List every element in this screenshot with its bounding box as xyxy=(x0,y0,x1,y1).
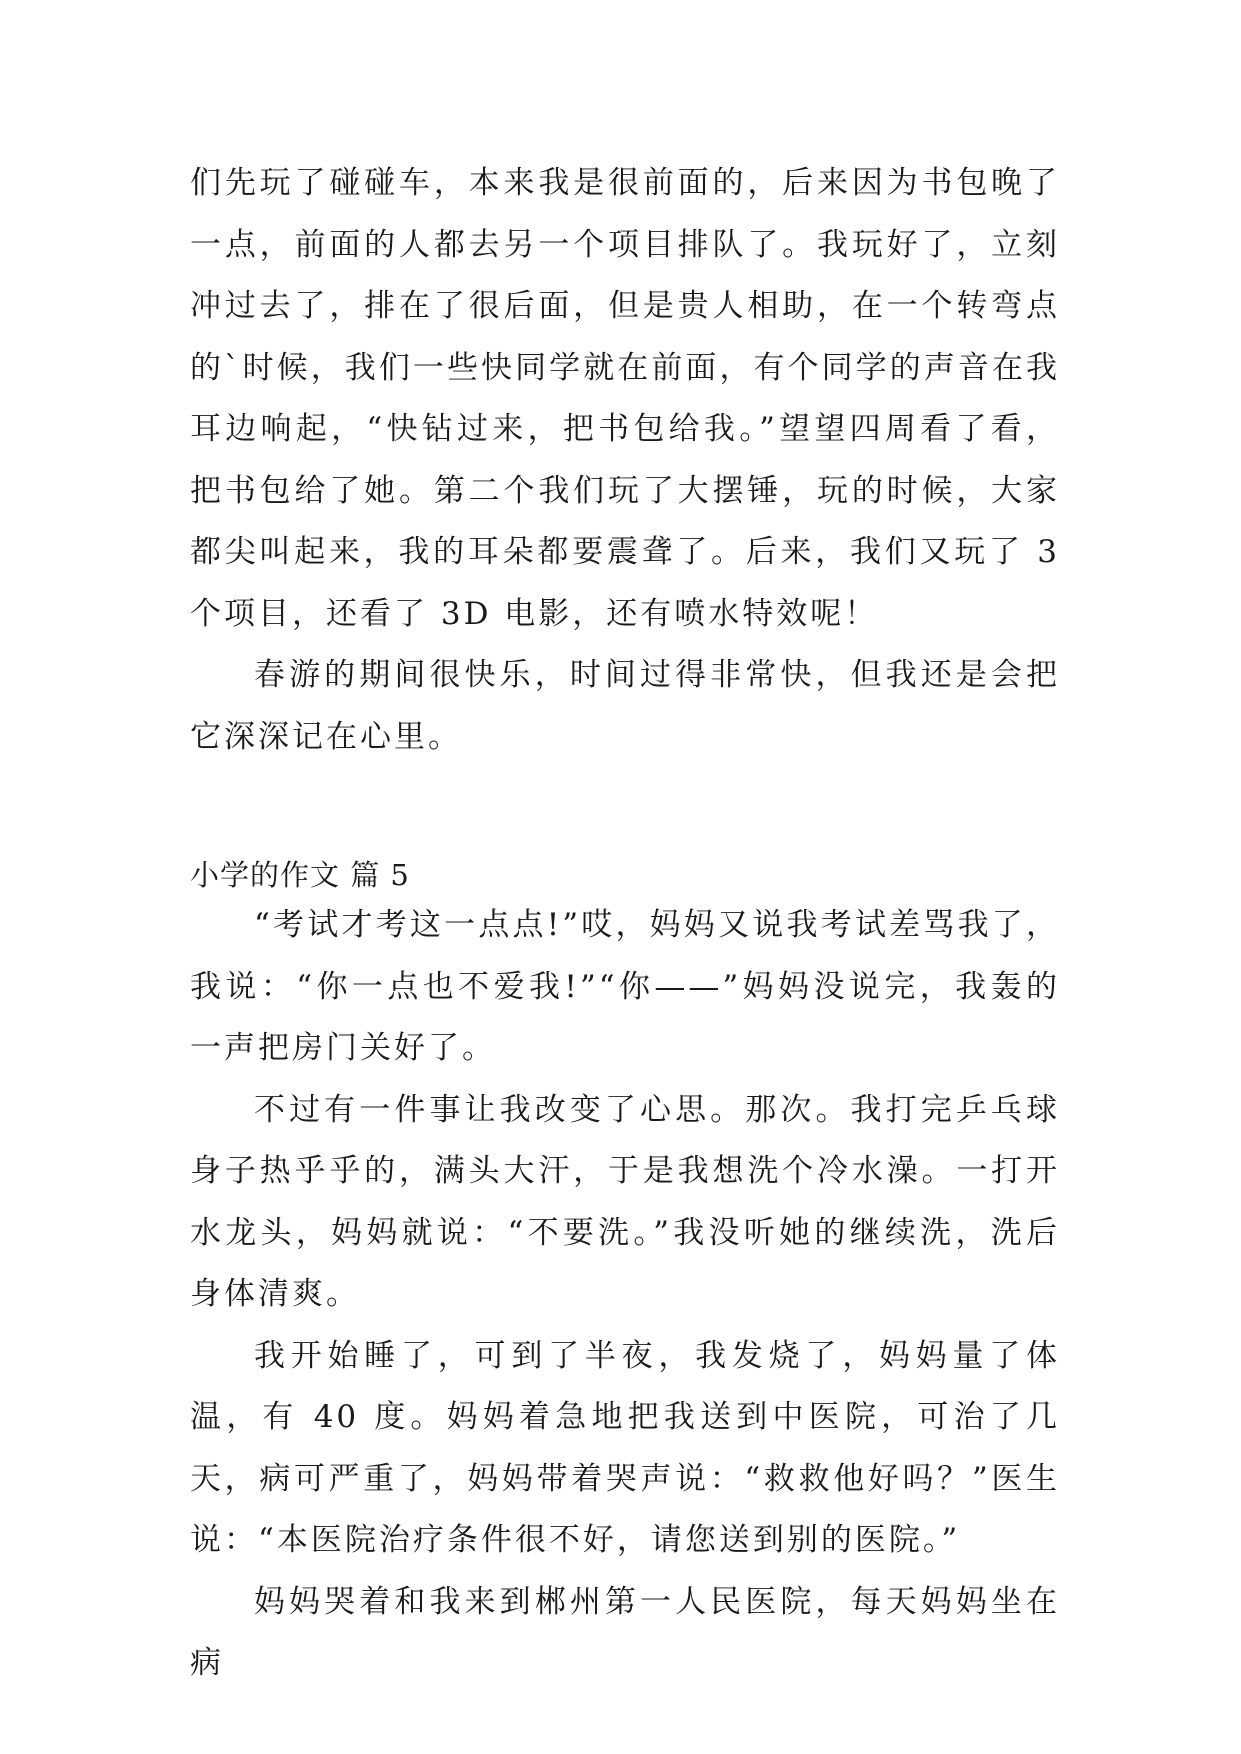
body-paragraph: 妈妈哭着和我来到郴州第一人民医院，每天妈妈坐在病 xyxy=(190,1583,1060,1681)
body-paragraph: 不过有一件事让我改变了心思。那次。我打完乒乓球身子热乎乎的，满头大汗，于是我想洗个冷水澡。一打开水龙头，妈妈就说：“不要洗。”我没听她的继续洗，洗后身体清爽。 xyxy=(190,1091,1060,1312)
body-paragraph: 春游的期间很快乐，时间过得非常快，但我还是会把它深深记在心里。 xyxy=(190,657,1060,755)
body-paragraph: 们先玩了碰碰车，本来我是很前面的，后来因为书包晚了一点，前面的人都去另一个项目排队了。我玩好了，立刻冲过去了，排在了很后面，但是贵人相助，在一个转弯点的`时候，我们一些快同学就在前面，有个同学的声音在我耳边响起，“快钻过来，把书包给我。”望望四周看了看，把书包给了她。第二个我们玩了大摆锤，玩的时候，大家都尖叫起来，我的耳朵都要震聋了。后来，我们又玩了 3 个项目，还看了 3D 电影，还有喷水特效呢！ xyxy=(190,165,1073,632)
section-spacer xyxy=(190,768,1060,855)
body-paragraph: “考试才考这一点点!”哎，妈妈又说我考试差骂我了，我说：“你一点也不爱我!”“你——”妈妈没说完，我轰的一声把房门关好了。 xyxy=(190,907,1060,1066)
section-title: 小学的作文 篇 5 xyxy=(190,858,410,892)
body-paragraph: 我开始睡了，可到了半夜，我发烧了，妈妈量了体温，有 40 度。妈妈着急地把我送到中医院，可治了几天，病可严重了，妈妈带着哭声说：“救救他好吗？”医生说：“本医院治疗条件很不好，请您送到别的医院。” xyxy=(190,1337,1060,1558)
document-page xyxy=(190,153,1073,1695)
